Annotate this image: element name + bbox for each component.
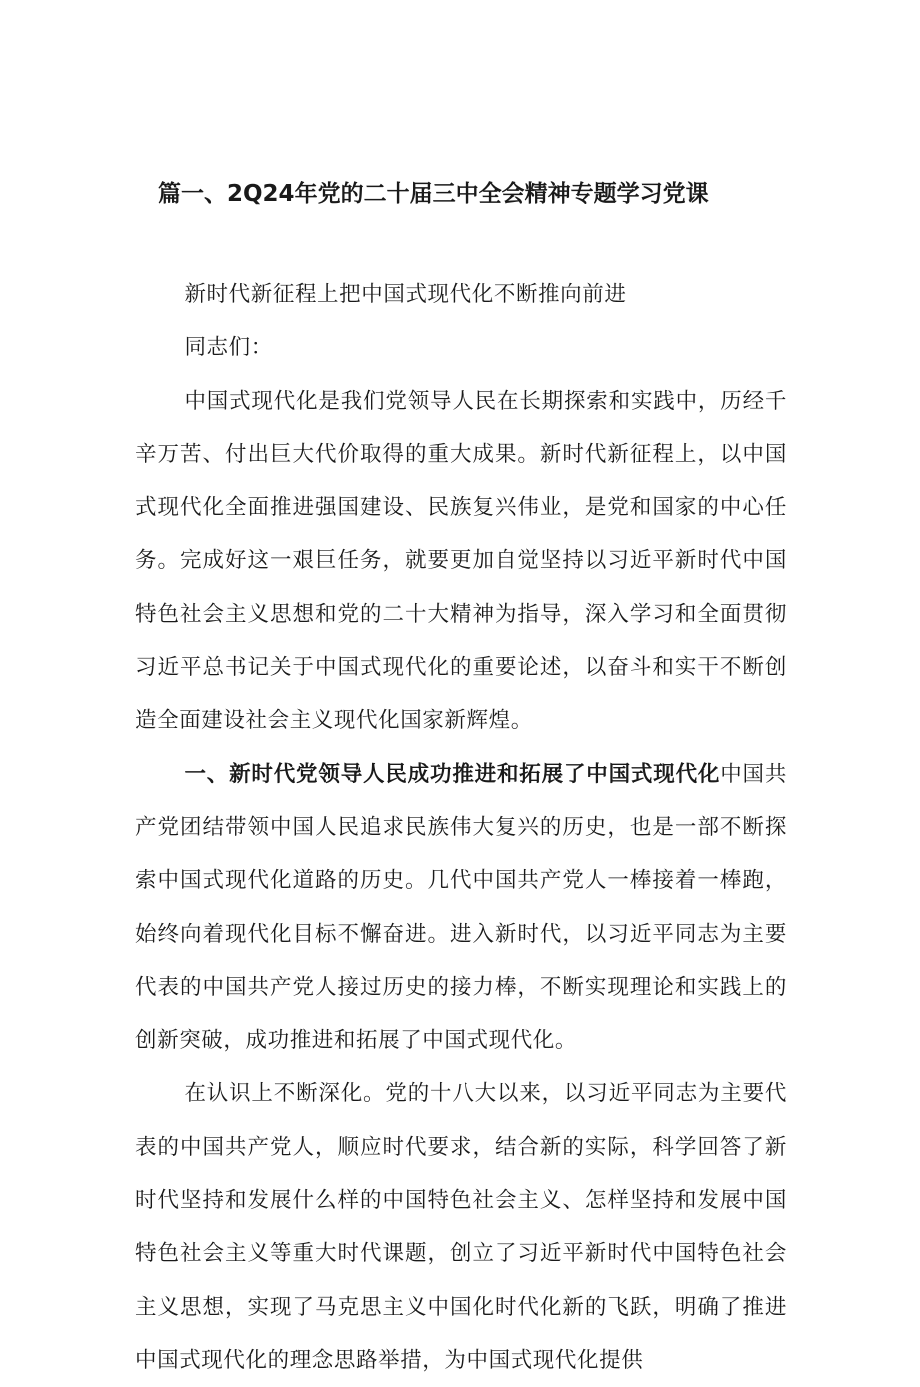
document-body [135, 268, 787, 1387]
paragraph-section-1 [135, 748, 787, 1068]
section-1-text: 中国共产党团结带领中国人民追求民族伟大复兴的历史，也是一部不断探索中国式现代化道路的历史。几代中国共产党人一棒接着一棒跑，始终向着现代化目标不懈奋进。进入新时代，以习近平同志为主要代表的中国共产党人接过历史的接力棒，不断实现理论和实践上的创新突破，成功推进和拓展了中国式现代化。 [135, 761, 787, 1054]
document-title: 篇一、2Q24年党的二十届三中全会精神专题学习党课 [158, 181, 709, 207]
paragraph-intro: 中国式现代化是我们党领导人民在长期探索和实践中，历经千辛万苦、付出巨大代价取得的重大成果。新时代新征程上，以中国式现代化全面推进强国建设、民族复兴伟业，是党和国家的中心任务。完成好这一艰巨任务，就要更加自觉坚持以习近平新时代中国特色社会主义思想和党的二十大精神为指导，深入学习和全面贯彻习近平总书记关于中国式现代化的重要论述，以奋斗和实干不断创造全面建设社会主义现代化国家新辉煌。 [135, 388, 787, 734]
salutation: 同志们： [184, 335, 273, 361]
section-heading-1: 一、新时代党领导人民成功推进和拓展了中国式现代化 [184, 761, 721, 787]
document-subtitle: 新时代新征程上把中国式现代化不断推向前进 [184, 282, 627, 307]
paragraph-recognition: 在认识上不断深化。党的十八大以来，以习近平同志为主要代表的中国共产党人，顺应时代要求，结合新的实际，科学回答了新时代坚持和发展什么样的中国特色社会主义、怎样坚持和发展中国特色社会主义等重大时代课题，创立了习近平新时代中国特色社会主义思想，实现了马克思主义中国化时代化新的飞跃，明确了推进中国式现代化的理念思路举措，为中国式现代化提供 [135, 1081, 787, 1373]
